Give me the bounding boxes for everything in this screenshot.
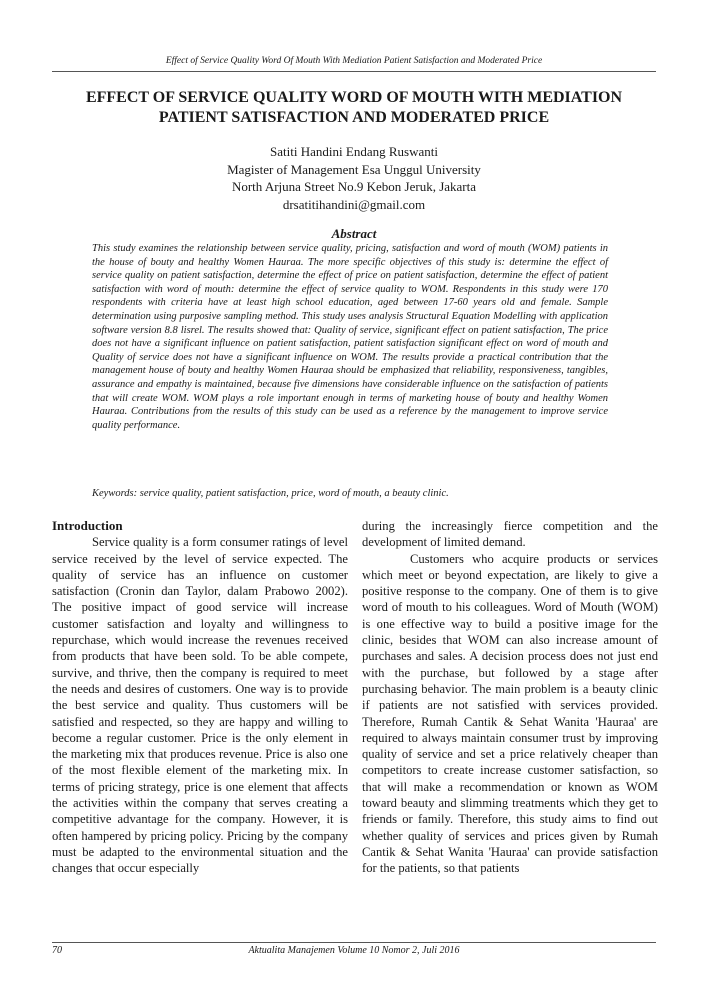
author-name: Satiti Handini Endang Ruswanti	[270, 144, 438, 159]
page-number: 70	[52, 945, 62, 956]
running-header: Effect of Service Quality Word Of Mouth With Mediation Patient Satisfaction and Moderated Price	[165, 56, 543, 66]
section-heading-introduction: Introduction	[52, 518, 123, 533]
paper-title	[52, 88, 656, 128]
author-email: drsatitihandini@gmail.com	[282, 196, 426, 212]
abstract-text: This study examines the relationship between service quality, pricing, satisfaction and word of mouth (WOM) patients in the house of bouty and healthy Women Hauraa. The more specific objectives of this study is: determine the effect of service quality on patient satisfaction, determine the effect of price on patient satisfaction, determine the effect of patient satisfaction with word of mouth: determine the effect of service quality to WOM. Respondents in this study were 170 respondents with criteria have at least high school education, aged between 17-60 years old and female. Sample determination using purposive sampling method. This study uses analysis Structural Equation Modelling with application software version 8.8 lisrel. The results showed that: Quality of service, significant effect on patient satisfaction, The price does not have a significant influence on patient satisfaction, patient satisfaction significant effect on word of mouth and Quality of service does not have a significant influence on WOM. The results provide a practical contribution that the management house of bouty and healthy Women Hauraa should be emphasized that reliability, responsiveness, tangibles, assurance and empathy is maintained, because five dimensions have considerable influence on the satisfaction of patients that will create WOM. WOM plays a role important enough in terms of marketing house of bouty and healthy Women Hauraa. Contributions from the results of this study can be used as a reference by the management to improve service quality performance.	[92, 243, 608, 431]
footer-rule	[52, 942, 656, 943]
title-line-1: EFFECT OF SERVICE QUALITY WORD OF MOUTH WITH MEDIATION	[85, 89, 623, 106]
right-column-paragraph-2: Customers who acquire products or services which meet or beyond expectation, are likely to give a positive response to the company. One of them is to give word of mouth to his colleagues. Word of Mouth (WOM) is one effective way to build a positive image for the clinic, besides that WOM can also increase amount of purchases and sales. A decision process does not just end with the purchase, but followed by a stage after purchasing behavior. The main problem is a beauty clinic if patients are not satisfied with services provided. Therefore, Rumah Cantik & Sehat Wanita 'Hauraa' are required to always maintain consumer trust by improving quality of service and set a price relatively cheaper than competitors to create increase customer satisfaction, so that will make a recommendation or known as WOM toward beauty and slimming treatments which they get to friends or family. Therefore, this study aims to find out whether quality of services and prices given by Rumah Cantik & Sehat Wanita 'Hauraa' can provide satisfaction for the patients, so that patients	[362, 551, 658, 876]
right-column	[362, 518, 658, 877]
journal-footer: Aktualita Manajemen Volume 10 Nomor 2, Juli 2016	[248, 945, 460, 956]
keywords: Keywords: service quality, patient satisfaction, price, word of mouth, a beauty clinic.	[92, 488, 449, 499]
abstract-heading: Abstract	[331, 226, 377, 241]
author-address: North Arjuna Street No.9 Kebon Jeruk, Jakarta	[231, 179, 477, 194]
right-column-paragraph-1: during the increasingly fierce competition and the development of limited demand.	[362, 519, 658, 550]
author-block	[52, 143, 656, 213]
title-line-2: PATIENT SATISFACTION AND MODERATED PRICE	[158, 109, 550, 126]
left-column	[52, 518, 348, 877]
author-affiliation: Magister of Management Esa Unggul University	[227, 161, 481, 177]
left-column-paragraph: Service quality is a form consumer ratings of level service received by the level of service expected. The quality of service has an influence on customer satisfaction (Cronin dan Taylor, dalam Prabowo 2002). The positive impact of good service will increase customer satisfaction and loyalty and willingness to repurchase, which would increase the revenues received from products that have been sold. To be able compete, survive, and thrive, then the company is required to meet the needs and desires of customers. One way is to provide the best service and quality. Thus customers will be satisfied and respected, so they are happy and willing to become a regular customer. Price is the only element in the marketing mix that produces revenue. Price is also one of the most flexible element of the marketing mix. In terms of pricing strategy, price is one element that affects the activities within the company that serves creating a competitive advantage for the company. However, it is often hampered by pricing policy. Pricing by the company must be adapted to the environmental situation and the changes that occur especially	[52, 535, 348, 876]
header-rule	[52, 71, 656, 72]
